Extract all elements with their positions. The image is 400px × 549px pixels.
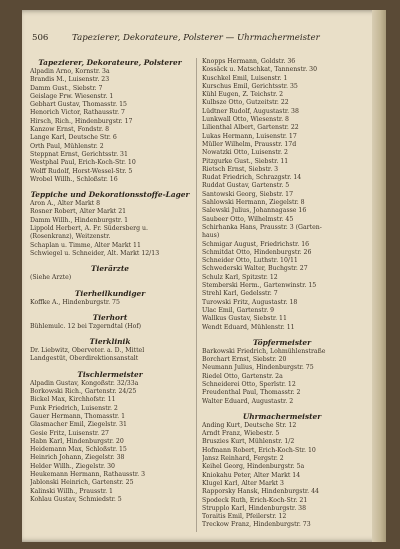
section-heading-tapezierer-dekorateure-polsterer: Tapezierer, Dekorateure, Polsterer xyxy=(38,58,182,67)
directory-entry: Keihel Georg, Hindenburgstr. 5a xyxy=(202,463,305,471)
directory-entry: Alpadin Arno, Kornstr. 3a xyxy=(30,68,110,75)
directory-entry: Lüdtner Rudolf, Augustastr. 38 xyxy=(202,107,299,115)
section-heading-tierhort: Tierhort xyxy=(92,312,128,322)
directory-entry: Glasmacher Emil, Ziegelstr. 31 xyxy=(30,421,127,429)
directory-entry: Strupplo Karl, Hindenburgstr. 38 xyxy=(202,504,307,512)
directory-entry: Kurschus Emil, Gerichtsstr. 35 xyxy=(202,82,298,90)
directory-entry: Schulz Karl, Spitzstr. 12 xyxy=(202,273,278,281)
directory-entry: Wolff Rudolf, Horst-Wessel-Str. 5 xyxy=(30,167,133,175)
directory-entry: Rapporsky Hansk, Hindenburgstr. 44 xyxy=(202,488,319,496)
directory-entry: Turowski Fritz, Augustastr. 18 xyxy=(202,298,298,306)
directory-entry: Schirhanka Hans, Prausstr. 3 (Garten- xyxy=(202,223,322,231)
directory-entry: Helder Willh., Ziegelstr. 30 xyxy=(30,462,115,470)
directory-entry: Lippold Herbert, A. Fr. Südersberg u. xyxy=(30,225,149,233)
directory-entry: Anding Kurt, Deutsche Str. 12 xyxy=(202,421,297,429)
directory-entry: Barkowski Friedrich, Lohmühlenstraße xyxy=(202,347,326,355)
directory-entry: Geislage Frw. Wiesenstr. 1 xyxy=(30,92,114,100)
directory-entry: Lunkwall Otto, Wiesenstr. 8 xyxy=(202,116,289,124)
section-heading-tier-rzte: Tierärzte xyxy=(91,264,129,274)
directory-entry: Kossäck u. Matschkat, Tannenstr. 30 xyxy=(202,66,318,74)
directory-entry: Bühlemulc. 12 bei Tzgerndtal (Hof) xyxy=(30,322,142,330)
directory-entry: Borchart Ernst, Siebstr. 20 xyxy=(202,356,287,364)
directory-entry: Strehl Karl, Gedelsstr. 7 xyxy=(202,290,278,298)
directory-entry: Wendt Eduard, Mühlenstr. 11 xyxy=(202,323,295,331)
directory-entry: Damm Gust., Siebstr. 7 xyxy=(30,84,103,92)
directory-entry: Stemberski Herm., Gartenwinstr. 15 xyxy=(202,282,317,290)
directory-entry: Schneider Otto, Luthstr. 10/11 xyxy=(202,257,298,265)
directory-entry: Sahlowski Hermann, Ziegelstr. 8 xyxy=(202,199,305,207)
directory-entry: Aron A., Alter Markt 8 xyxy=(30,200,101,208)
directory-entry: Freudenthal Paul, Thomasstr. 2 xyxy=(202,389,301,397)
directory-entry: Schneiderei Otto, Sperlstr. 12 xyxy=(202,380,296,388)
directory-entry: Landgestüt, Oberdirektionsanstalt xyxy=(30,355,139,363)
directory-entry: Alpadin Gustav, Kongoßstr. 32/33a xyxy=(30,379,139,387)
directory-entry: Rudat Friedrich, Schrazgstr. 14 xyxy=(202,174,302,182)
directory-entry: Ulac Emil, Gartenstr. 9 xyxy=(202,306,275,314)
section-heading-uhrmachermeister: Uhrmachermeister xyxy=(242,411,322,421)
page-number: 506 xyxy=(32,33,49,43)
directory-entry: Treckow Franz, Hindenburgstr. 73 xyxy=(202,521,311,529)
directory-entry: Schmigar August, Friedrichstr. 16 xyxy=(202,240,310,248)
directory-entry: Rietsch Ernst, Siebstr. 3 xyxy=(202,165,279,173)
directory-entry: Schmitdat Otto, Hindenburgstr. 26 xyxy=(202,248,312,256)
directory-entry: Orth Paul, Mühlenstr. 2 xyxy=(30,142,104,150)
section-heading-tierheilkundiger: Tierheilkundiger xyxy=(74,288,146,298)
directory-entry: Hirsch, Rich., Hindenburgstr. 17 xyxy=(30,117,133,125)
directory-entry: Steppnat Ernst, Gerichtsstr. 31 xyxy=(30,150,128,158)
directory-entry: Kohlau Gustav, Schmiedstr. 5 xyxy=(30,495,122,503)
book-spine xyxy=(372,10,386,542)
directory-page xyxy=(22,10,386,542)
section-heading-tierklinik: Tierklinik xyxy=(89,337,131,347)
directory-entry: Damm Willh., Hindenburgstr. 1 xyxy=(30,216,129,224)
directory-entry: Schwiegel u. Schneider, Alt. Markt 12/13 xyxy=(30,249,160,257)
directory-entry: Habn Karl, Hindenburgstr. 20 xyxy=(30,437,124,445)
directory-entry: Nowatzki Otto, Luisenstr. 2 xyxy=(202,149,288,157)
directory-entry: Jablonski Heinrich, Gartenstr. 25 xyxy=(30,479,134,487)
directory-entry: Kanzow Ernst, Fondstr. 8 xyxy=(30,126,110,134)
directory-entry: Knopps Hermann, Goldstr. 36 xyxy=(202,58,296,65)
directory-entry: Hofmann Robert, Erich-Koch-Str. 10 xyxy=(202,446,316,454)
directory-entry: Gesie Fritz, Luisenstr. 27 xyxy=(30,429,109,437)
directory-entry: Toraitis Emil, Pfeilerstr. 12 xyxy=(202,513,287,521)
directory-entry: Jansz Reinhard, Fergstr. 2 xyxy=(202,455,284,463)
directory-entry: Pitzgurke Gust., Siebstr. 11 xyxy=(202,157,289,165)
directory-entry: Arndt Franz, Wiebestr. 5 xyxy=(202,430,280,438)
directory-entry: Spodeck Ruth, Erich-Koch-Str. 21 xyxy=(202,496,308,504)
directory-entry: Schaplan u. Timme, Alter Markt 11 xyxy=(30,241,141,249)
directory-entry: Lukas Hermann, Luisenstr. 17 xyxy=(202,132,297,140)
directory-entry: Gauer Hermann, Thomasstr. 1 xyxy=(30,412,126,420)
directory-entry: Saubeer Otto, Wilhelmstr. 45 xyxy=(202,215,294,223)
directory-entry: Bruszies Kurt, Mühlenstr. 1/2 xyxy=(202,438,295,446)
directory-entry: Müller Wilhelm, Prausstr. 17d xyxy=(202,140,297,148)
directory-entry: Kalinski Willh., Prausstr. 1 xyxy=(30,487,113,495)
directory-entry: haus) xyxy=(202,232,220,240)
running-title: Tapezierer, Dekorateure, Polsterer — Uhrmachermeister xyxy=(72,33,320,43)
directory-entry: Westphal Paul, Erich-Koch-Str. 10 xyxy=(30,159,136,167)
directory-entry: Wrobel Willh., Schloßstr. 16 xyxy=(30,175,118,183)
directory-entry: Ruddat Gustav, Gartenstr. 5 xyxy=(202,182,290,190)
directory-entry: Dr. Liebwitz, Oberveter. a. D., Mittel xyxy=(30,347,145,355)
directory-entry: Heidemann Max, Schloßstr. 15 xyxy=(30,446,127,454)
column-divider xyxy=(196,58,197,532)
directory-entry: Brandis M., Luisenstr. 23 xyxy=(30,76,110,84)
directory-entry: Gebhart Gustav, Thomasstr. 15 xyxy=(30,101,127,109)
left-column xyxy=(30,58,190,504)
page-header xyxy=(32,32,362,44)
directory-entry: Borkowski Rich., Gartenstr. 24/25 xyxy=(30,388,137,396)
section-heading-tischlermeister: Tischlermeister xyxy=(77,369,143,379)
right-column xyxy=(202,58,362,530)
directory-entry: Kniokahu Peter, Alter Markt 14 xyxy=(202,471,301,479)
directory-entry: Riedel Otto, Gartenstr. 2a xyxy=(202,372,283,380)
directory-entry: (Rosenkranz), Weitzenstr. xyxy=(30,233,111,241)
directory-entry: Henorich Victor, Rathausstr. 7 xyxy=(30,109,125,117)
section-heading-t-pfermeister: Töpfermeister xyxy=(252,337,312,347)
directory-entry: Kuschkel Emil, Luisenstr. 1 xyxy=(202,74,288,82)
directory-entry: Wallkus Gustav, Siebstr. 11 xyxy=(202,315,287,323)
directory-entry: Kulbsze Otto, Gutzeitstr. 22 xyxy=(202,99,289,107)
directory-entry: Kühl Eugen, Z. Teichstr. 2 xyxy=(202,91,284,99)
directory-entry: Klugel Karl, Alter Markt 3 xyxy=(202,479,284,487)
directory-entry: (Siehe Ärzte) xyxy=(30,274,72,282)
directory-entry: Lange Karl, Deutsche Str. 6 xyxy=(30,134,117,142)
directory-entry: Lilienthal Albert, Gartenstr. 22 xyxy=(202,124,299,132)
section-heading-teppiche-und-dekorationsstoffe-lager: Teppiche und Dekorationsstoffe-Lager xyxy=(30,190,190,200)
directory-entry: Funk Friedrich, Luisenstr. 2 xyxy=(30,404,118,412)
directory-entry: Neumann Julius, Hindenburgstr. 75 xyxy=(202,364,314,372)
directory-entry: Salewski Julius, Johannagasse 16 xyxy=(202,207,307,215)
directory-entry: Heinrich Johann, Ziegelstr. 38 xyxy=(30,454,125,462)
directory-entry: Rosner Robert, Alter Markt 21 xyxy=(30,208,127,216)
directory-entry: Santowski Georg, Siebstr. 17 xyxy=(202,190,294,198)
directory-entry: Walter Eduard, Augustastr. 2 xyxy=(202,397,294,405)
directory-entry: Bickel Max, Kirchhofstr. 11 xyxy=(30,396,116,404)
directory-entry: Koffke A., Hindenburgstr. 75 xyxy=(30,298,120,306)
directory-entry: Heukemann Hermann, Rathausstr. 3 xyxy=(30,470,146,478)
directory-entry: Schwederski Walter, Buchgstr. 27 xyxy=(202,265,308,273)
